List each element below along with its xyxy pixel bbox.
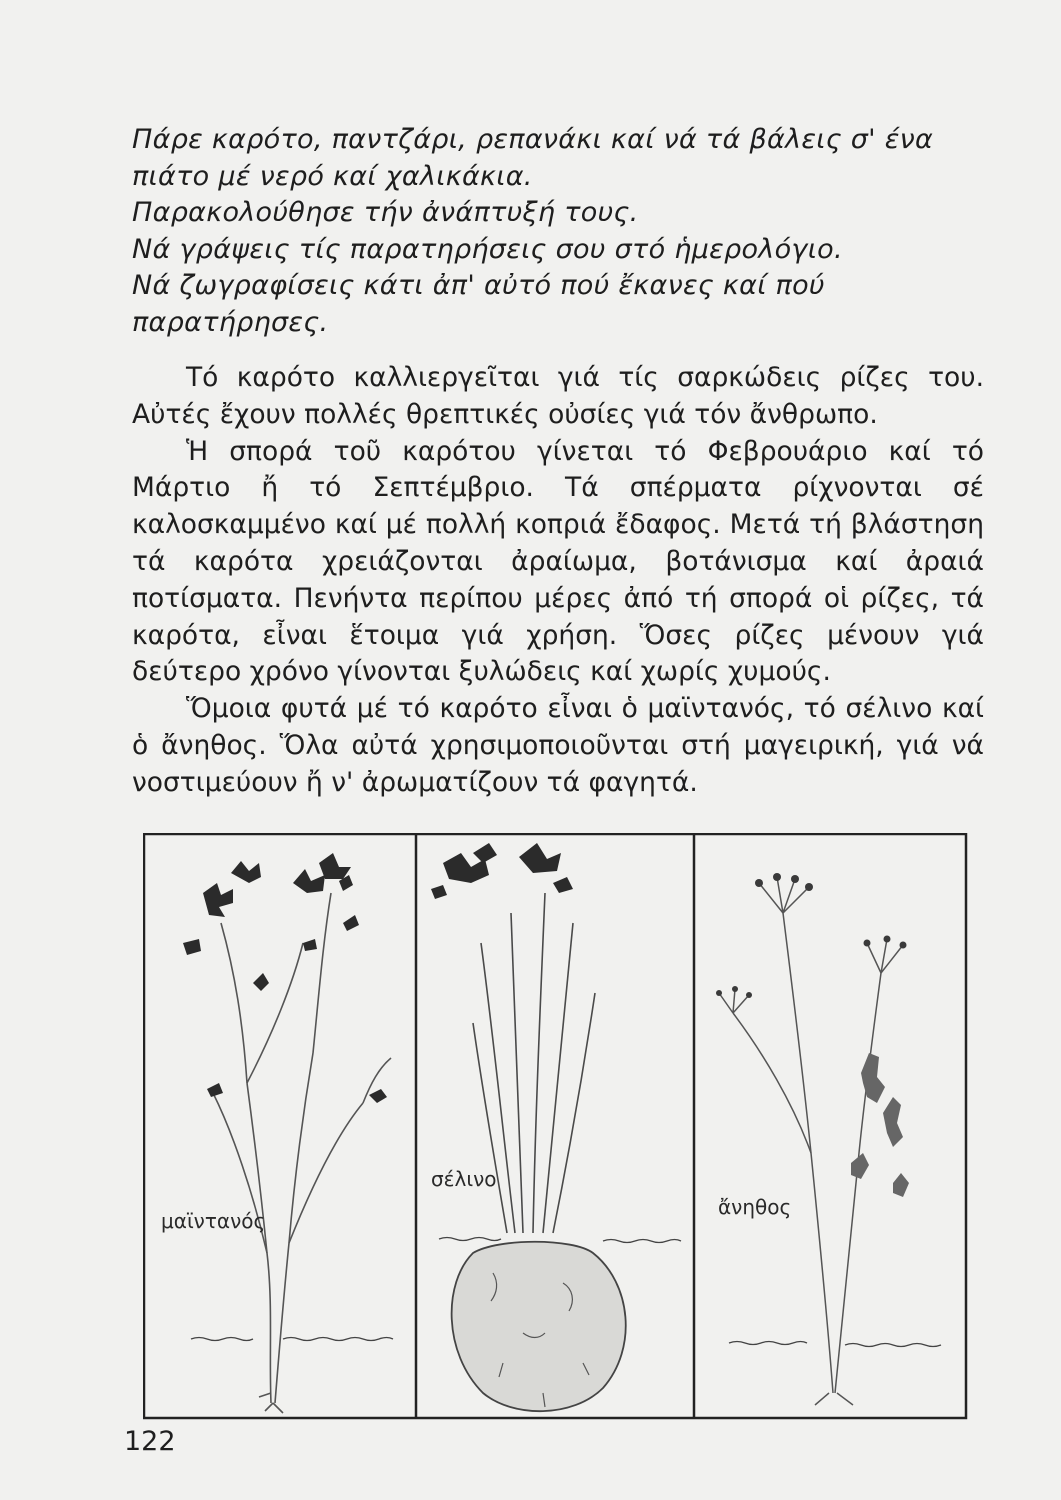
soil-line (845, 1344, 941, 1347)
instruction-line: Παρακολούθησε τήν ἀνάπτυξή τους. (132, 197, 639, 228)
page-number: 122 (124, 1426, 176, 1457)
label-parsley: μαϊντανός (161, 1209, 266, 1233)
parsley-drawing (213, 893, 391, 1413)
activity-instructions (132, 122, 992, 341)
instruction-line: Νά ζωγραφίσεις κάτι ἀπ' αὐτό πού ἔκανες καί πού παρατήρησες. (132, 270, 825, 338)
paragraph: Ἡ σπορά τοῦ καρότου γίνεται τό Φεβρουάριο καί τό Μάρτιο ἤ τό Σεπτέμβριο. Τά σπέρματα ρίχνονται σέ καλοσκαμμένο καί μέ πολλή κοπριά ἔδαφος. Μετά τή βλάστηση τά καρότα χρειάζονται ἀραίωμα, βοτάνισμα καί ἀραιά ποτίσματα. Πενήντα περίπου μέρες ἀπό τή σπορά οἱ ρίζες, τά καρότα, εἶναι ἕτοιμα γιά χρήση. Ὅσες ρίζες μένουν γιά δεύτερο χρόνο γίνονται ξυλώδεις καί χωρίς χυμούς. (132, 435, 984, 688)
soil-line (729, 1342, 807, 1345)
label-celery: σέλινο (431, 1167, 497, 1191)
dill-drawing (719, 877, 903, 1405)
soil-line (603, 1240, 681, 1243)
dill-flowers (716, 873, 907, 998)
plant-illustration-figure (143, 833, 969, 1423)
main-text (132, 360, 984, 802)
soil-line (439, 1238, 501, 1241)
parsley-leaves (183, 853, 387, 1103)
plant-drawings (143, 833, 969, 1423)
dill-seed-heads (851, 1053, 909, 1197)
label-dill: ἄνηθος (718, 1195, 792, 1219)
paragraph: Ὅμοια φυτά μέ τό καρότο εἶναι ὁ μαϊντανός, τό σέλινο καί ὁ ἄνηθος. Ὅλα αὐτά χρησιμοποιοῦνται στή μαγειρική, γιά νά νοστιμεύουν ἤ ν' ἀρωματίζουν τά φαγητά. (132, 693, 984, 798)
instruction-line: Πάρε καρότο, παντζάρι, ρεπανάκι καί νά τά βάλεις σ' ένα πιάτο μέ νερό καί χαλικάκια. (132, 124, 934, 192)
celery-root (452, 1242, 626, 1411)
instruction-line: Νά γράψεις τίς παρατηρήσεις σου στό ἡμερολόγιο. (132, 233, 843, 265)
celery-leaves (431, 843, 573, 899)
soil-line (283, 1338, 393, 1341)
soil-line (191, 1338, 253, 1341)
paragraph: Τό καρότο καλλιεργεῖται γιά τίς σαρκώδεις ρίζες του. Αὐτές ἔχουν πολλές θρεπτικές οὐσίες γιά τόν ἄνθρωπο. (132, 362, 984, 430)
